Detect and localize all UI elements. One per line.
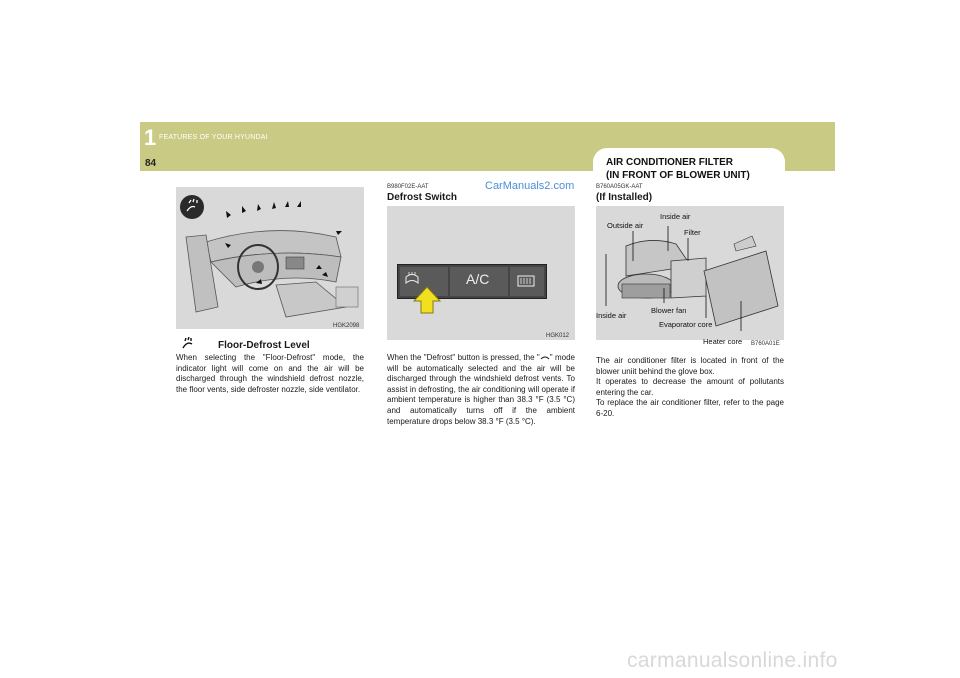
arrow-up-icon — [412, 285, 442, 315]
defrost-inline-icon — [540, 354, 550, 362]
defrost-section-code: B980F02E-AAT — [387, 184, 429, 190]
ac-button-label: A/C — [466, 271, 490, 287]
rear-defrost-icon — [510, 267, 544, 296]
label-outside-air: Outside air — [607, 221, 644, 230]
label-inside-air-left: Inside air — [596, 311, 627, 320]
dashboard-figure — [176, 187, 364, 329]
figure-code-mid: HGK012 — [546, 333, 570, 339]
dashboard-illustration — [176, 187, 364, 329]
defrost-body-part2: " mode will be automatically selected and the air will be discharged through the windshield defrost vents. To assist in defrosting, the air conditioning will operate if ambient temperature is higher than 38.3 °F (3.5 °C) and automatically turns off if the ambient temperature drops below 38.3 °F (3.5 °C). — [387, 353, 575, 426]
filter-title-line1: AIR CONDITIONER FILTER — [606, 157, 734, 168]
label-inside-air-top: Inside air — [660, 212, 691, 221]
floor-defrost-icon — [180, 337, 194, 351]
filter-title-line2: (IN FRONT OF BLOWER UNIT) — [606, 170, 750, 181]
filter-section-code: B760A05GK-AAT — [596, 184, 643, 190]
label-blower-fan: Blower fan — [651, 306, 687, 315]
floor-defrost-body: When selecting the "Floor-Defrost" mode, the indicator light will come on and the air will be discharged through the windshield defrost nozzle, the floor vents, side defroster nozzle, side ventilator. — [176, 353, 364, 394]
watermark-link[interactable]: CarManuals2.com — [485, 180, 575, 192]
label-filter: Filter — [684, 228, 701, 237]
label-heater-core: Heater core — [703, 337, 743, 346]
floor-defrost-subtitle: Floor-Defrost Level — [218, 340, 310, 351]
defrost-switch-body — [387, 353, 575, 427]
page-number: 84 — [145, 158, 157, 169]
defrost-body-part1: When the "Defrost" button is pressed, the " — [387, 353, 540, 362]
figure-code-right: B760A01E — [751, 341, 780, 347]
filter-section-title — [606, 156, 750, 182]
chapter-number: 1 — [144, 125, 157, 150]
footer-watermark[interactable]: carmanualsonline.info — [627, 649, 838, 672]
filter-body: The air conditioner filter is located in front of the blower uniit behind the glove box. It operates to decrease the amount of pollutants entering the car. To replace the air conditioner filter, refer to the page 6-20. — [596, 356, 784, 418]
rear-defrost-button[interactable] — [510, 267, 544, 296]
label-evaporator-core: Evaporator core — [659, 320, 713, 329]
filter-subtitle: (If Installed) — [596, 192, 653, 203]
figure-code-left: HGK2098 — [333, 323, 360, 329]
defrost-switch-title: Defrost Switch — [387, 192, 458, 203]
chapter-title: FEATURES OF YOUR HYUNDAI — [159, 134, 268, 141]
